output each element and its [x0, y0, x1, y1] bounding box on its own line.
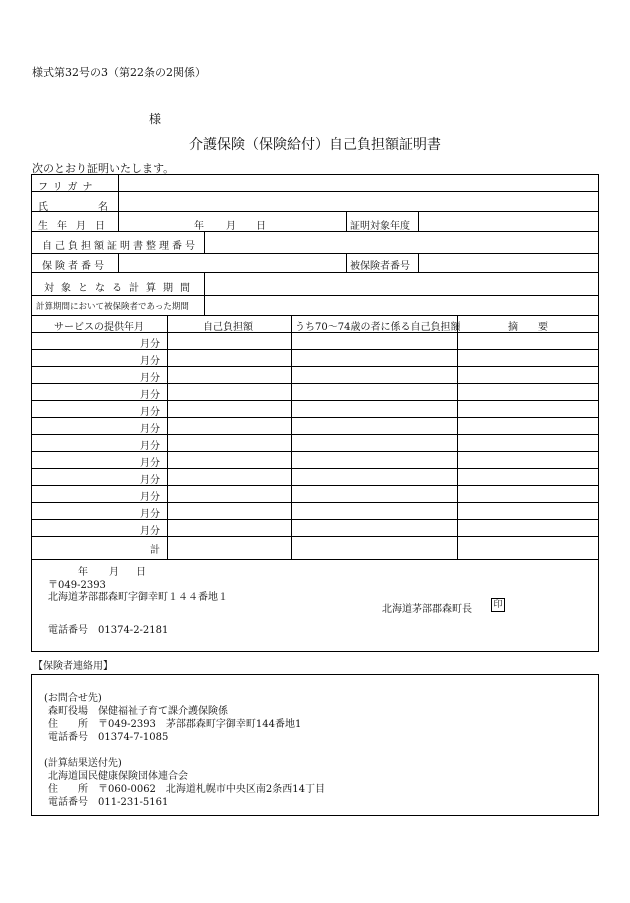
issue-date-month: 月 — [109, 567, 119, 578]
insured-period-label: 計算期間において被保険者であった期間 — [36, 302, 189, 312]
row-month-label: 月分 — [140, 356, 160, 367]
intro-text: 次のとおり証明いたします。 — [32, 162, 175, 175]
inquiry-address: 住 所 〒049-2393 茅部郡森町字御幸町144番地1 — [48, 719, 302, 730]
row-month-label: 月分 — [140, 424, 160, 435]
row-month-label: 月分 — [140, 390, 160, 401]
row-month-label: 月分 — [140, 458, 160, 469]
row-month-label: 月分 — [140, 441, 160, 452]
header-self-pay: 自己負担額 — [203, 322, 253, 333]
total-label: 計 — [150, 545, 160, 556]
row-month-label: 月分 — [140, 407, 160, 418]
issue-date-year: 年 — [78, 567, 88, 578]
send-phone: 電話番号 011-231-5161 — [48, 797, 169, 808]
cert-year-label: 証明対象年度 — [350, 221, 410, 232]
certificate-table — [31, 174, 599, 652]
inquiry-office: 森町役場 保健福祉子育て課介護保険係 — [48, 706, 228, 717]
send-heading: (計算結果送付先) — [44, 758, 122, 769]
seal-mark: 印 — [491, 598, 505, 612]
insurer-number-label: 保険者番号 — [42, 261, 107, 272]
send-org: 北海道国民健康保険団体連合会 — [48, 771, 188, 782]
header-service-month: サービスの提供年月 — [54, 322, 144, 333]
birthdate-month: 月 — [226, 221, 236, 232]
inquiry-phone: 電話番号 01374-7-1085 — [48, 732, 169, 743]
issue-date-day: 日 — [136, 567, 146, 578]
header-self-pay-70-74: うち70～74歳の者に係る自己負担額 — [295, 322, 461, 333]
form-number: 様式第32号の3（第22条の2関係） — [32, 66, 206, 79]
row-month-label: 月分 — [140, 475, 160, 486]
issuer-postal: 〒049-2393 — [48, 580, 106, 591]
inquiry-heading: (お問合せ先) — [44, 693, 102, 704]
header-remarks: 摘 要 — [508, 322, 548, 333]
insurer-contact-label: 【保険者連絡用】 — [33, 661, 113, 672]
issuer-mayor: 北海道茅部郡森町長 — [382, 604, 472, 615]
row-month-label: 月分 — [140, 509, 160, 520]
row-month-label: 月分 — [140, 339, 160, 350]
row-month-label: 月分 — [140, 526, 160, 537]
birthdate-label: 生年月日 — [38, 221, 114, 232]
document-title: 介護保険（保険給付）自己負担額証明書 — [189, 137, 441, 153]
furigana-label: フリガナ — [38, 182, 98, 193]
insurer-contact-box — [31, 674, 599, 816]
issuer-address: 北海道茅部郡森町字御幸町１４４番地１ — [48, 592, 228, 603]
send-address: 住 所 〒060-0062 北海道札幌市中央区南2条西14丁目 — [48, 784, 326, 795]
insured-number-label: 被保険者番号 — [350, 261, 410, 272]
birthdate-year: 年 — [194, 221, 204, 232]
cert-serial-label: 自己負担額証明書整理番号 — [42, 241, 198, 252]
name-label: 氏名 — [38, 202, 158, 213]
issuer-phone: 電話番号 01374-2-2181 — [48, 625, 169, 636]
calc-period-label: 対象となる計算期間 — [44, 283, 197, 294]
addressee-suffix: 様 — [149, 112, 162, 126]
birthdate-day: 日 — [256, 221, 266, 232]
row-month-label: 月分 — [140, 492, 160, 503]
row-month-label: 月分 — [140, 373, 160, 384]
